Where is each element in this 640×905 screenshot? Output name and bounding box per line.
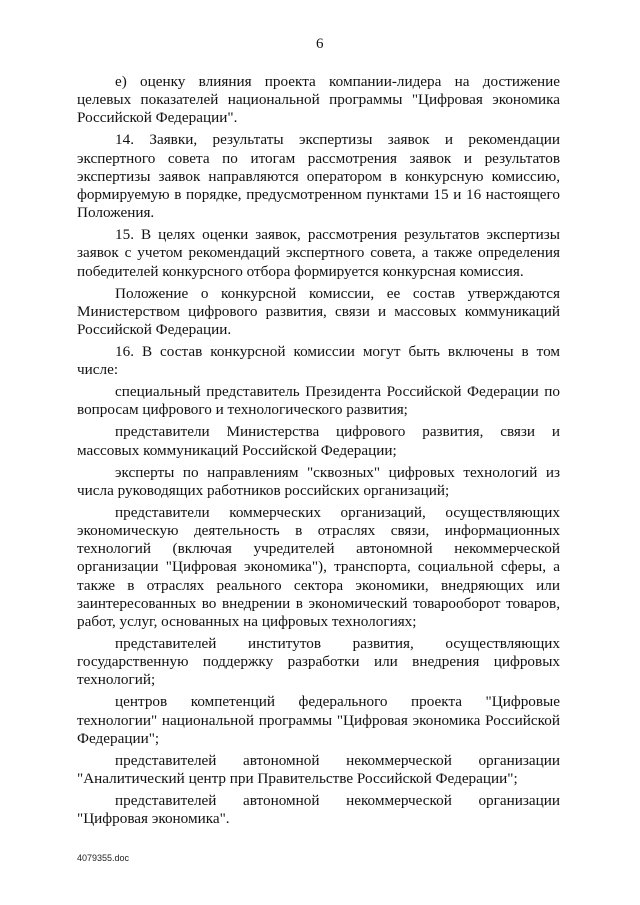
paragraph-commission-regulation: Положение о конкурсной комиссии, ее состав утверждаются Министерством цифрового развития, связи и массовых коммуникаций Российской Федерации. <box>77 284 560 339</box>
list-item-ministry-representatives: представители Министерства цифрового развития, связи и массовых коммуникаций Российской Федерации; <box>77 423 560 459</box>
footer-file-name: 4079355.doc <box>77 853 130 863</box>
list-item-digital-economy-org: представителей автономной некоммерческой организации "Цифровая экономика". <box>77 792 560 828</box>
paragraph-item-e-impact-assessment: е) оценку влияния проекта компании-лидера на достижение целевых показателей национальной программы "Цифровая экономика Российской Федерации". <box>77 73 560 127</box>
list-item-special-representative: специальный представитель Президента Российской Федерации по вопросам цифрового и технологического развития; <box>77 383 560 419</box>
paragraph-16-commission-members: 16. В состав конкурсной комиссии могут быть включены в том числе: <box>77 343 560 379</box>
paragraph-14-applications: 14. Заявки, результаты экспертизы заявок и рекомендации экспертного совета по итогам рассмотрения заявок и результатов экспертизы заявок направляются оператором в конкурсную комиссию, формируемую в порядке, предусмотренном пунктами 15 и 16 настоящего Положения. <box>77 131 560 222</box>
list-item-competence-centers: центров компетенций федерального проекта "Цифровые технологии" национальной программы "Цифровая экономика Российской Федерации"; <box>77 693 560 747</box>
list-item-commercial-organizations: представители коммерческих организаций, осуществляющих экономическую деятельность в отраслях связи, информационных технологий (включая учредителей автономной некоммерческой организации "Цифровая экономика"), транспорта, социальной сферы, а также в отраслях реального сектора экономики, внедряющих или заинтересованных во внедрении в экономический товарооборот товаров, работ, услуг, основанных на цифровых технологиях; <box>77 503 560 631</box>
document-body <box>77 73 560 828</box>
list-item-experts: эксперты по направлениям "сквозных" цифровых технологий из числа руководящих работников российских организаций; <box>77 463 560 499</box>
list-item-development-institutes: представителей институтов развития, осуществляющих государственную поддержку разработки или внедрения цифровых технологий; <box>77 635 560 689</box>
list-item-analytical-center: представителей автономной некоммерческой организации "Аналитический центр при Правительстве Российской Федерации"; <box>77 751 560 788</box>
page-number: 6 <box>316 36 324 52</box>
paragraph-15-commission-formation: 15. В целях оценки заявок, рассмотрения результатов экспертизы заявок с учетом рекомендаций экспертного совета, а также определения победителей конкурсного отбора формируется конкурсная комиссия. <box>77 226 560 280</box>
